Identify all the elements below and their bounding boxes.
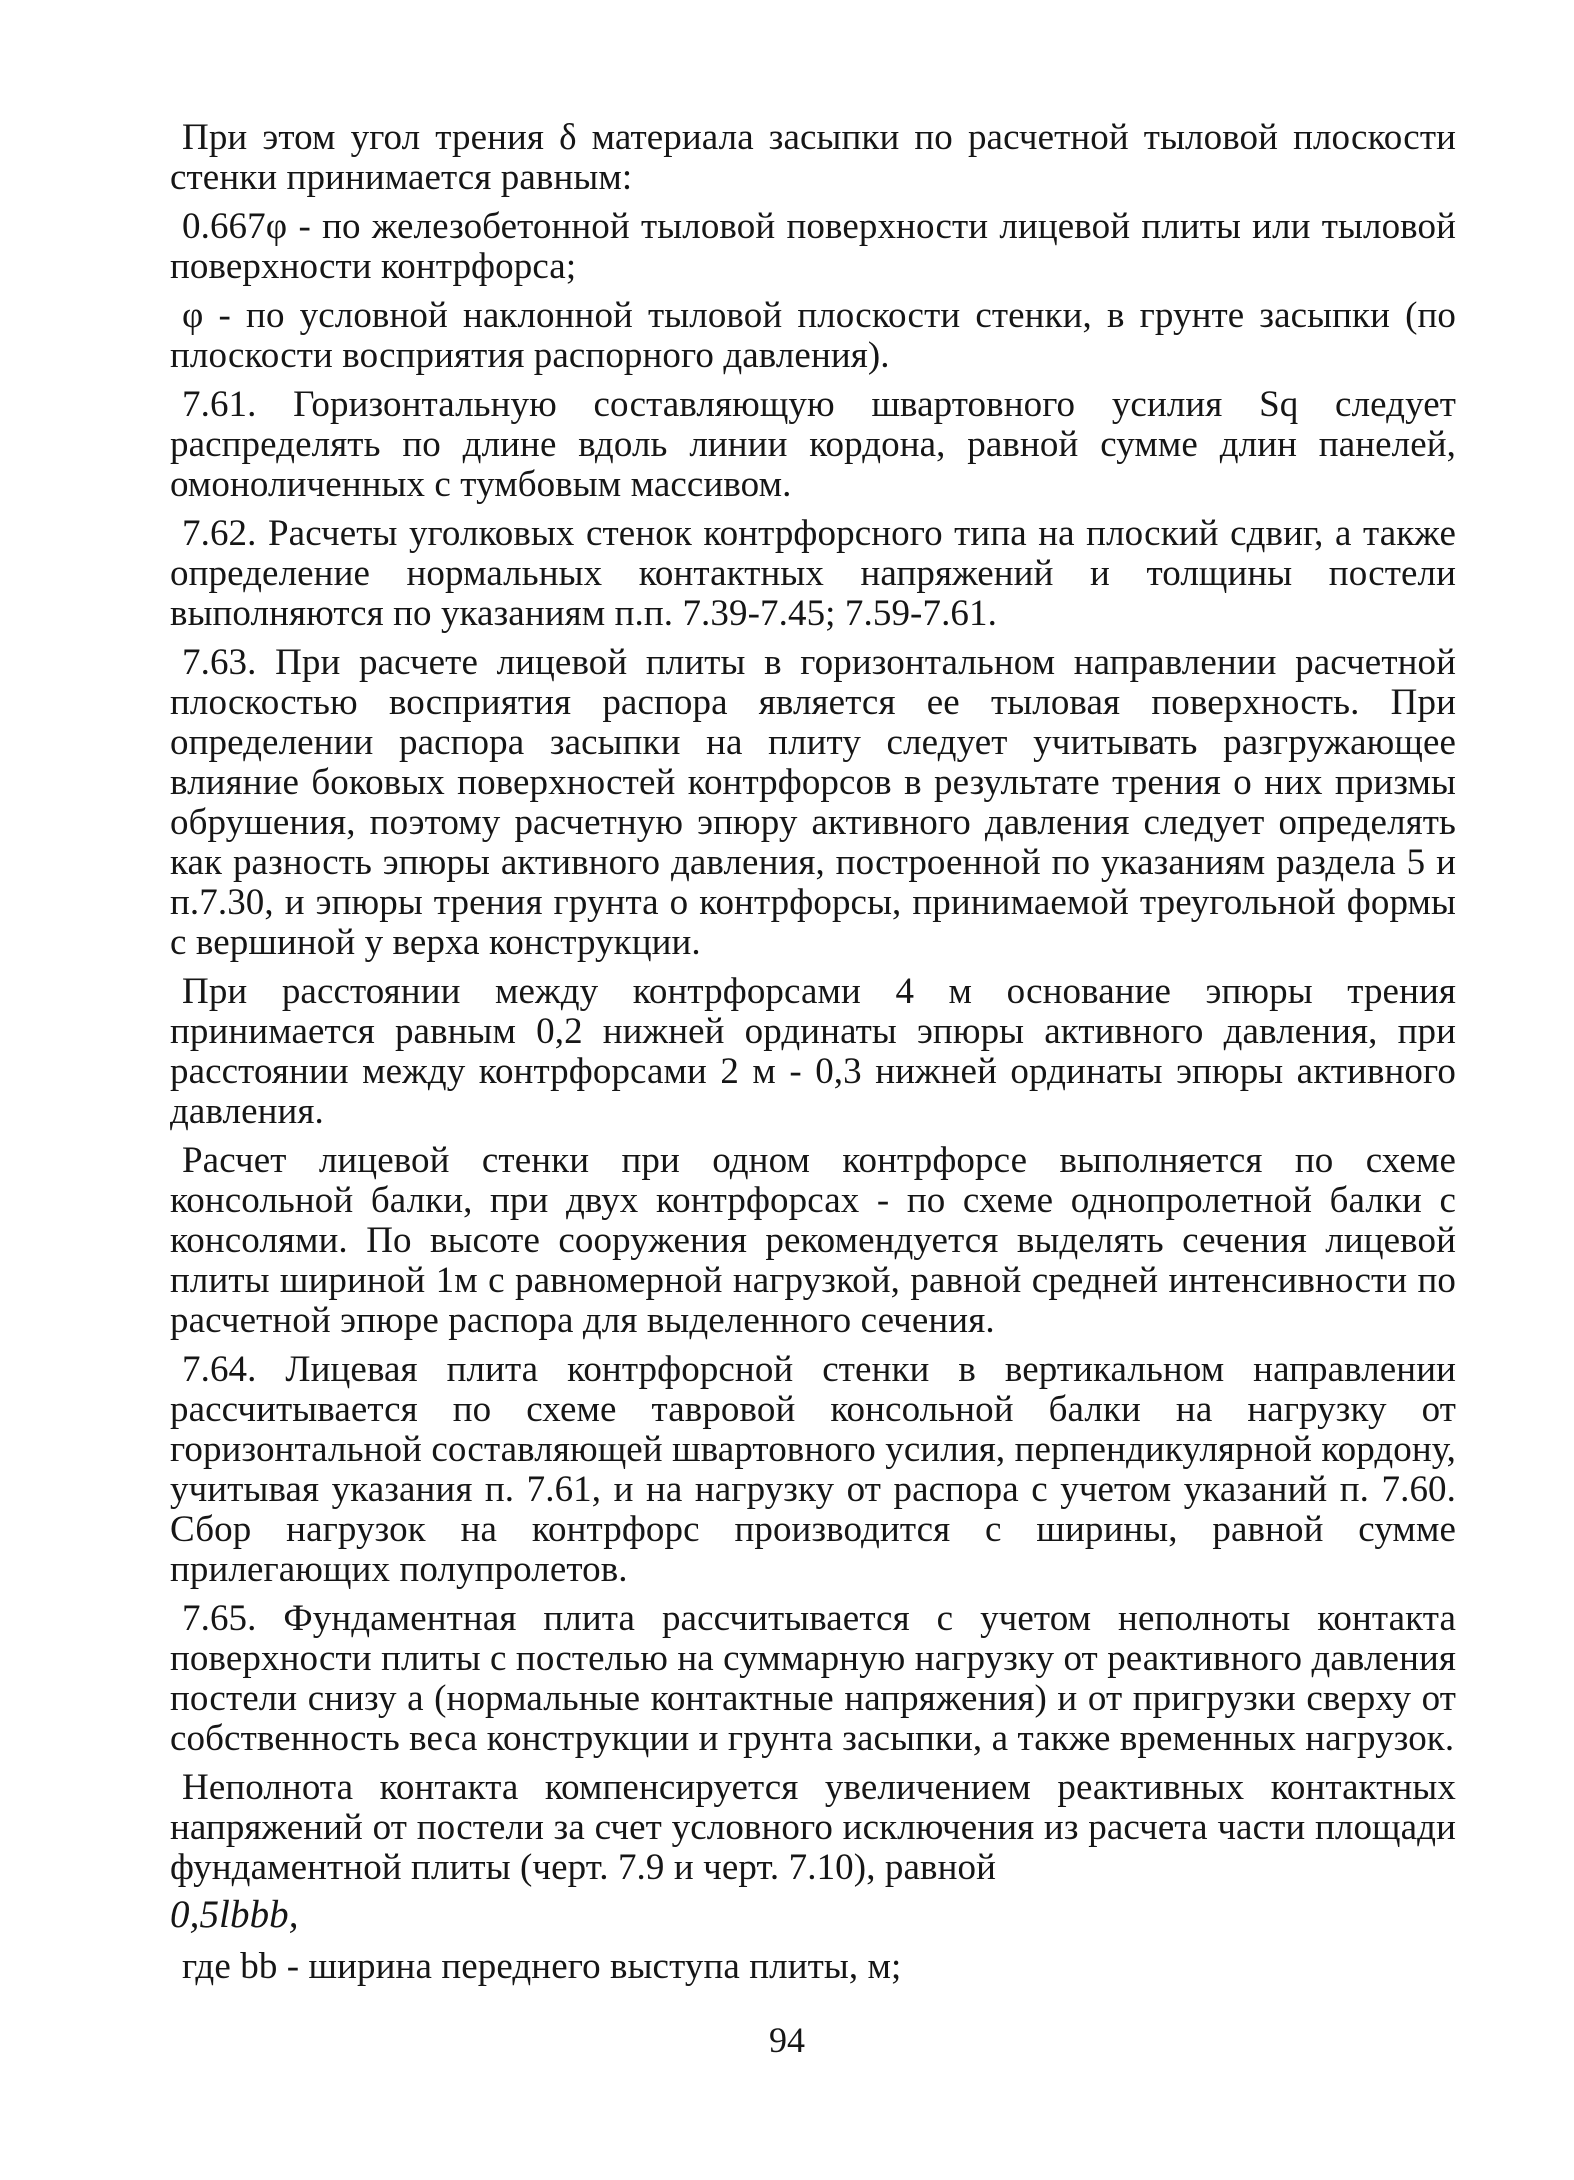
paragraph-friction-angle: При этом угол трения δ материала засыпки по расчетной тыловой плоскости стенки принимается равным: [170, 117, 1456, 198]
paragraph-buttress-distance: При расстоянии между контрфорсами 4 м основание эпюры трения принимается равным 0,2 нижней ординаты эпюры активного давления, при расстоянии между контрфорсами 2 м - 0,3 нижней ординаты эпюры активного давления. [170, 971, 1456, 1132]
paragraph-7-62: 7.62. Расчеты уголковых стенок контрфорсного типа на плоский сдвиг, а также определение нормальных контактных напряжений и толщины постели выполняются по указаниям п.п. 7.39-7.45; 7.59-7.61. [170, 513, 1456, 634]
paragraph-conditional-plane: φ - по условной наклонной тыловой плоскости стенки, в грунте засыпки (по плоскости восприятия распорного давления). [170, 295, 1456, 376]
paragraph-7-64: 7.64. Лицевая плита контрфорсной стенки в вертикальном направлении рассчитывается по схеме тавровой консольной балки на нагрузку от горизонтальной составляющей швартовного усилия, перпендикулярной кордону, учитывая указания п. 7.61, и на нагрузку от распора с учетом указаний п. 7.60. Сбор нагрузок на контрфорс производится с ширины, равной сумме прилегающих полупролетов. [170, 1349, 1456, 1590]
paragraph-contact-incompleteness: Неполнота контакта компенсируется увеличением реактивных контактных напряжений от постели за счет условного исключения из расчета части площади фундаментной плиты (черт. 7.9 и черт. 7.10), равной [170, 1767, 1456, 1888]
paragraph-7-65: 7.65. Фундаментная плита рассчитывается с учетом неполноты контакта поверхности плиты с постелью на суммарную нагрузку от реактивного давления постели снизу а (нормальные контактные напряжения) и от пригрузки сверху от собственность веса конструкции и грунта засыпки, а также временных нагрузок. [170, 1598, 1456, 1759]
formula-area: 0,5lbbb, [170, 1893, 299, 1936]
paragraph-7-63: 7.63. При расчете лицевой плиты в горизонтальном направлении расчетной плоскостью восприятия распора является ее тыловая поверхность. При определении распора засыпки на плиту следует учитывать разгружающее влияние боковых поверхностей контрфорсов в результате трения о них призмы обрушения, поэтому расчетную эпюру активного давления следует определять как разность эпюры активного давления, построенной по указаниям раздела 5 и п.7.30, и эпюры трения грунта о контрфорсы, принимаемой треугольной формы с вершиной у верха конструкции. [170, 642, 1456, 963]
page-number: 94 [769, 2020, 805, 2060]
paragraph-concrete-surface: 0.667φ - по железобетонной тыловой поверхности лицевой плиты или тыловой поверхности контрфорса; [170, 206, 1456, 287]
document-page [170, 118, 1456, 1996]
formula-definition: где bb - ширина переднего выступа плиты, м; [182, 1946, 902, 1987]
paragraph-7-61: 7.61. Горизонтальную составляющую швартовного усилия Sq следует распределять по длине вдоль линии кордона, равной сумме длин панелей, омоноличенных с тумбовым массивом. [170, 384, 1456, 505]
paragraph-front-wall-calc: Расчет лицевой стенки при одном контрфорсе выполняется по схеме консольной балки, при двух контрфорсах - по схеме однопролетной балки с консолями. По высоте сооружения рекомендуется выделять сечения лицевой плиты шириной 1м с равномерной нагрузкой, равной средней интенсивности по расчетной эпюре распора для выделенного сечения. [170, 1140, 1456, 1341]
